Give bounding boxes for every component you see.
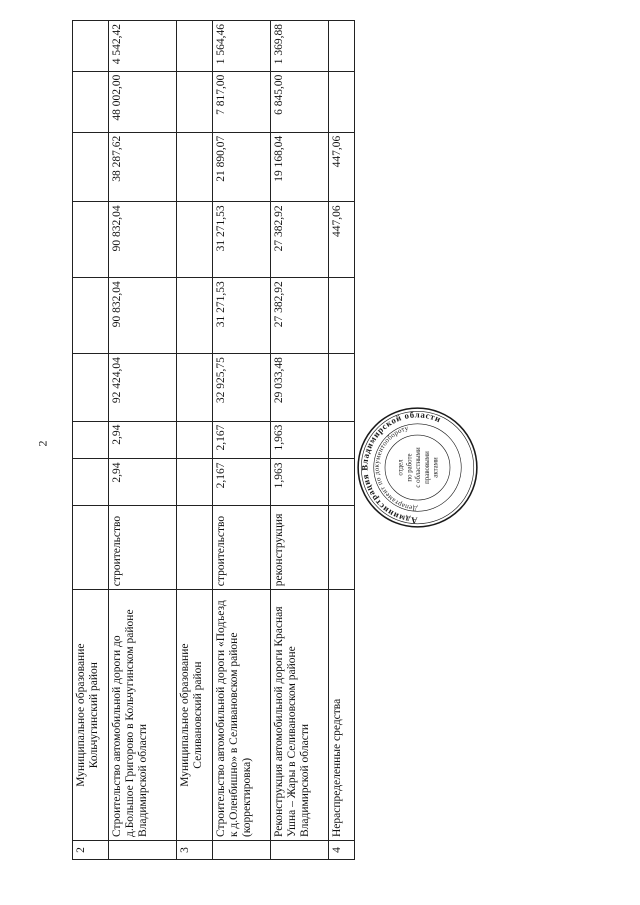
length-km-2: 1,963 — [271, 421, 329, 459]
page-number: 2 — [35, 440, 50, 447]
object-name: Строительство автомобильной дороги до д.Большое Григорово в Кольчугинском районе Владимирской области — [109, 590, 177, 841]
value-2: 31 271,53 — [213, 278, 271, 354]
seal-graphic — [355, 405, 480, 530]
seal-center-line-3: с областными — [415, 447, 422, 488]
seal-center-line-1: отдел — [397, 459, 405, 476]
seal-center-line-5: актами — [432, 457, 440, 478]
object-name: Реконструкция автомобильной дороги Красная Ушна – Жары в Селивановском районе Владимирской области — [271, 590, 329, 841]
table-row — [109, 21, 177, 860]
length-km: 2,94 — [109, 459, 177, 505]
object-name: Нераспределенные средства — [329, 590, 355, 841]
seal-center-line-2: по работе — [406, 453, 414, 482]
table-row-section-kolchugino — [73, 21, 109, 860]
table-row — [213, 21, 271, 860]
seal-inner-text: Департамент по документообороту — [373, 424, 418, 512]
length-km: 1,963 — [271, 459, 329, 505]
value-2: 27 382,92 — [271, 278, 329, 354]
value-1: 29 033,48 — [271, 354, 329, 421]
table-row-section-selivanovo — [177, 21, 213, 860]
length-km-2: 2,167 — [213, 421, 271, 459]
value-6: 1 564,46 — [213, 21, 271, 72]
section-title: Муниципальное образование Кольчугинский район — [73, 590, 109, 841]
table-row-undistributed — [329, 21, 355, 860]
value-5: 48 002,00 — [109, 71, 177, 132]
seal-outer-text: Администрация Владимирской области — [359, 409, 443, 526]
value-5: 7 817,00 — [213, 71, 271, 132]
value-4: 19 168,04 — [271, 132, 329, 202]
official-seal — [355, 405, 480, 530]
value-3: 90 832,04 — [109, 202, 177, 278]
value-6: 4 542,42 — [109, 21, 177, 72]
row-index: 2 — [73, 841, 109, 860]
length-km: 2,167 — [213, 459, 271, 505]
work-type: строительство — [213, 505, 271, 589]
row-index: 3 — [177, 841, 213, 860]
work-type: реконструкция — [271, 505, 329, 589]
length-km-2: 2,94 — [109, 421, 177, 459]
value-6: 1 369,88 — [271, 21, 329, 72]
value-3: 447,06 — [329, 202, 355, 278]
rotated-table-container — [72, 20, 354, 860]
row-index: 4 — [329, 841, 355, 860]
object-name: Строительство автомобильной дороги «Подъезд к д.Оленбишно» в Селивановском районе (корректировка) — [213, 590, 271, 841]
section-title: Муниципальное образование Селивановский район — [177, 590, 213, 841]
work-type: строительство — [109, 505, 177, 589]
roads-table — [72, 20, 355, 860]
seal-center-line-4: правовыми — [423, 451, 431, 484]
value-4: 21 890,07 — [213, 132, 271, 202]
value-1: 32 925,75 — [213, 354, 271, 421]
value-5: 6 845,00 — [271, 71, 329, 132]
value-4: 38 287,62 — [109, 132, 177, 202]
value-1: 92 424,04 — [109, 354, 177, 421]
table-row — [271, 21, 329, 860]
value-3: 31 271,53 — [213, 202, 271, 278]
value-2: 90 832,04 — [109, 278, 177, 354]
value-3: 27 382,92 — [271, 202, 329, 278]
value-4: 447,06 — [329, 132, 355, 202]
